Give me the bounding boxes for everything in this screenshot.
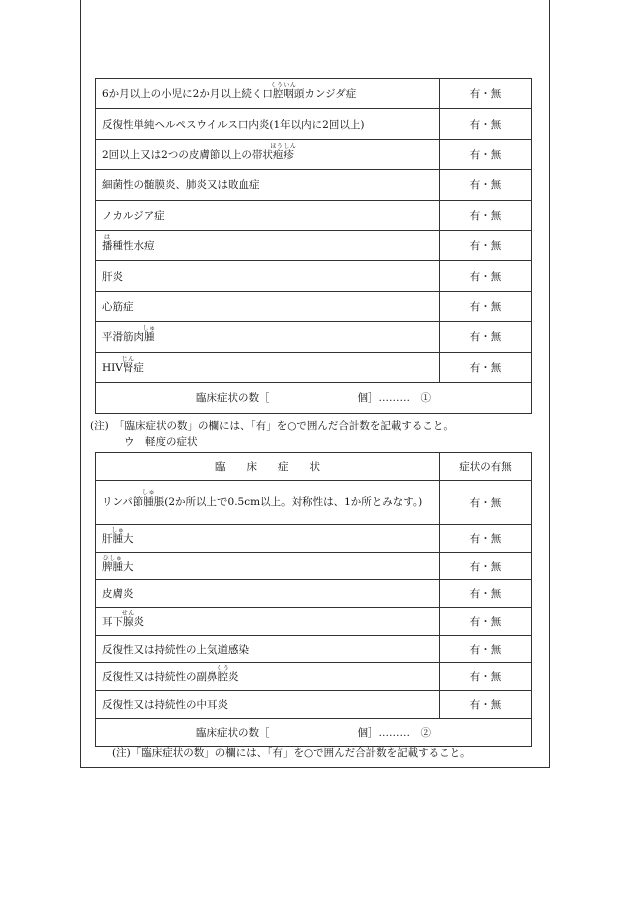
- symptom-table-2: [95, 452, 532, 747]
- yes-no-cell[interactable]: 有・無: [440, 230, 532, 260]
- ruby-base: [102, 234, 113, 253]
- symptom-text: 反復性単純ヘルペスウイルス口内炎(1年以内に2回以上): [102, 118, 365, 131]
- ruby-base-text: 腫: [144, 331, 155, 344]
- yes-no-cell[interactable]: 有・無: [440, 525, 532, 553]
- yes-no-cell[interactable]: 有・無: [440, 635, 532, 663]
- symptom-text: 心筋症: [102, 300, 134, 313]
- symptom-cell: [96, 109, 440, 139]
- symptom-text: 平滑筋肉: [102, 331, 144, 344]
- yes-no-cell[interactable]: 有・無: [440, 352, 532, 382]
- yes-no-cell[interactable]: 有・無: [440, 109, 532, 139]
- symptom-cell: [96, 663, 440, 691]
- ruby-base-text: 疱疹: [272, 148, 294, 161]
- count-cell: [96, 718, 532, 746]
- symptom-cell: [96, 552, 440, 580]
- yes-no-cell[interactable]: 有・無: [440, 170, 532, 200]
- table-row: [96, 580, 532, 608]
- symptom-text: 肝炎: [102, 270, 123, 283]
- symptom-cell: [96, 481, 440, 525]
- ruby-reading: くう: [216, 665, 230, 673]
- table-row: [96, 200, 532, 230]
- symptom-text-tail: 炎: [228, 671, 239, 684]
- symptom-text: 6か月以上の小児に2か月以上続く口: [102, 88, 273, 101]
- table-row: [96, 691, 532, 719]
- symptom-text: 反復性又は持続性の中耳炎: [102, 698, 228, 711]
- symptom-cell: [96, 635, 440, 663]
- symptom-text-tail: 脹(2か所以上で0.5cm以上。対称性は、1か所とみなす。): [153, 495, 423, 508]
- yes-no-cell[interactable]: 有・無: [440, 580, 532, 608]
- count-row: [96, 718, 532, 746]
- ruby-base-text: 播: [102, 240, 113, 253]
- table-row: [96, 608, 532, 636]
- symptom-cell: [96, 691, 440, 719]
- ruby-base-text: 腔: [217, 671, 228, 684]
- header-symptom: 臨 床 症 状: [96, 453, 440, 481]
- table-row: [96, 525, 532, 553]
- symptom-cell: [96, 139, 440, 169]
- symptom-cell: [96, 200, 440, 230]
- ruby-base: [111, 526, 125, 545]
- ruby-base: [102, 554, 123, 573]
- ruby-base-text: 脾腫: [102, 560, 123, 573]
- symptom-cell: [96, 580, 440, 608]
- ruby-base: [142, 325, 156, 344]
- symptom-text: リンパ節: [102, 495, 144, 508]
- symptom-cell: [96, 170, 440, 200]
- table-row: [96, 261, 532, 291]
- ruby-reading: しゅ: [142, 325, 156, 333]
- ruby-reading: ひしゅ: [102, 554, 123, 562]
- symptom-text: ノカルジア症: [102, 209, 165, 222]
- symptom-cell: [96, 79, 440, 109]
- count-prefix: 臨床症状の数［: [196, 392, 270, 405]
- yes-no-cell[interactable]: 有・無: [440, 691, 532, 719]
- ruby-base: [270, 142, 297, 161]
- note-2: (注)「臨床症状の数」の欄には、「有」を○で囲んだ合計数を記載すること。: [112, 747, 471, 759]
- symptom-cell: [96, 352, 440, 382]
- table-row: [96, 322, 532, 352]
- table-row: [96, 352, 532, 382]
- symptom-text: 肝: [102, 532, 113, 545]
- symptom-text-tail: 頭カンジダ症: [293, 88, 357, 101]
- ruby-reading: ほうしん: [270, 142, 297, 150]
- ruby-base-text: 腎: [122, 361, 134, 374]
- symptom-cell: [96, 291, 440, 321]
- ruby-base: [142, 488, 156, 508]
- count-cell: [96, 382, 532, 413]
- symptom-cell: [96, 525, 440, 553]
- yes-no-cell[interactable]: 有・無: [440, 139, 532, 169]
- ruby-base: [270, 82, 297, 101]
- yes-no-cell[interactable]: 有・無: [440, 481, 532, 525]
- table-header-row: [96, 453, 532, 481]
- ruby-reading: は: [103, 234, 111, 242]
- ruby-base-text: 腫: [112, 532, 123, 545]
- symptom-cell: [96, 230, 440, 260]
- yes-no-cell[interactable]: 有・無: [440, 200, 532, 230]
- table-row: [96, 79, 532, 109]
- symptom-text: 皮膚炎: [102, 588, 134, 601]
- symptom-text-tail: 炎: [133, 615, 144, 628]
- symptom-text: 2回以上又は2つの皮膚節以上の帯状: [102, 148, 273, 161]
- section-title: ウ 軽度の症状: [124, 436, 198, 448]
- ruby-base: [121, 609, 135, 628]
- yes-no-cell[interactable]: 有・無: [440, 663, 532, 691]
- count-suffix: 個］……… ①: [357, 392, 431, 405]
- symptom-cell: [96, 608, 440, 636]
- ruby-base-text: 腺: [123, 615, 134, 628]
- count-row: [96, 382, 532, 413]
- count-prefix: 臨床症状の数［: [196, 726, 270, 739]
- symptom-text: 耳下: [102, 615, 123, 628]
- table-row: [96, 663, 532, 691]
- table-row: [96, 109, 532, 139]
- table-row: [96, 291, 532, 321]
- table-row: [96, 139, 532, 169]
- yes-no-cell[interactable]: 有・無: [440, 291, 532, 321]
- count-suffix: 個］……… ②: [357, 726, 431, 739]
- yes-no-cell[interactable]: 有・無: [440, 552, 532, 580]
- yes-no-cell[interactable]: 有・無: [440, 261, 532, 291]
- ruby-reading: じん: [121, 355, 135, 363]
- table-row: [96, 552, 532, 580]
- table-row: [96, 230, 532, 260]
- symptom-text: 反復性又は持続性の副鼻: [102, 671, 218, 684]
- ruby-base-text: 腔咽: [272, 88, 294, 101]
- ruby-reading: しゅ: [111, 526, 125, 534]
- symptom-table-1: [95, 78, 532, 414]
- table-row: [96, 481, 532, 525]
- symptom-cell: [96, 322, 440, 352]
- symptom-cell: [96, 261, 440, 291]
- symptom-text-tail: 種性水痘: [112, 240, 155, 253]
- table-row: [96, 170, 532, 200]
- ruby-reading: しゅ: [142, 488, 156, 496]
- symptom-text: HIV: [102, 361, 123, 374]
- symptom-text: 細菌性の髄膜炎、肺炎又は敗血症: [102, 179, 260, 192]
- yes-no-cell[interactable]: 有・無: [440, 322, 532, 352]
- symptom-text: 反復性又は持続性の上気道感染: [102, 643, 249, 656]
- symptom-text-tail: 大: [123, 532, 134, 545]
- ruby-base: [216, 665, 230, 684]
- symptom-text-tail: 症: [133, 361, 144, 374]
- ruby-base: [121, 355, 135, 374]
- note-1: (注) 「臨床症状の数」の欄には、「有」を○で囲んだ合計数を記載すること。: [90, 420, 454, 432]
- ruby-reading: せん: [121, 609, 135, 617]
- header-presence: 症状の有無: [440, 453, 532, 481]
- table-row: [96, 635, 532, 663]
- ruby-base-text: 腫: [143, 495, 154, 508]
- yes-no-cell[interactable]: 有・無: [440, 79, 532, 109]
- yes-no-cell[interactable]: 有・無: [440, 608, 532, 636]
- ruby-reading: くういん: [270, 82, 297, 90]
- symptom-text-tail: 大: [123, 560, 134, 573]
